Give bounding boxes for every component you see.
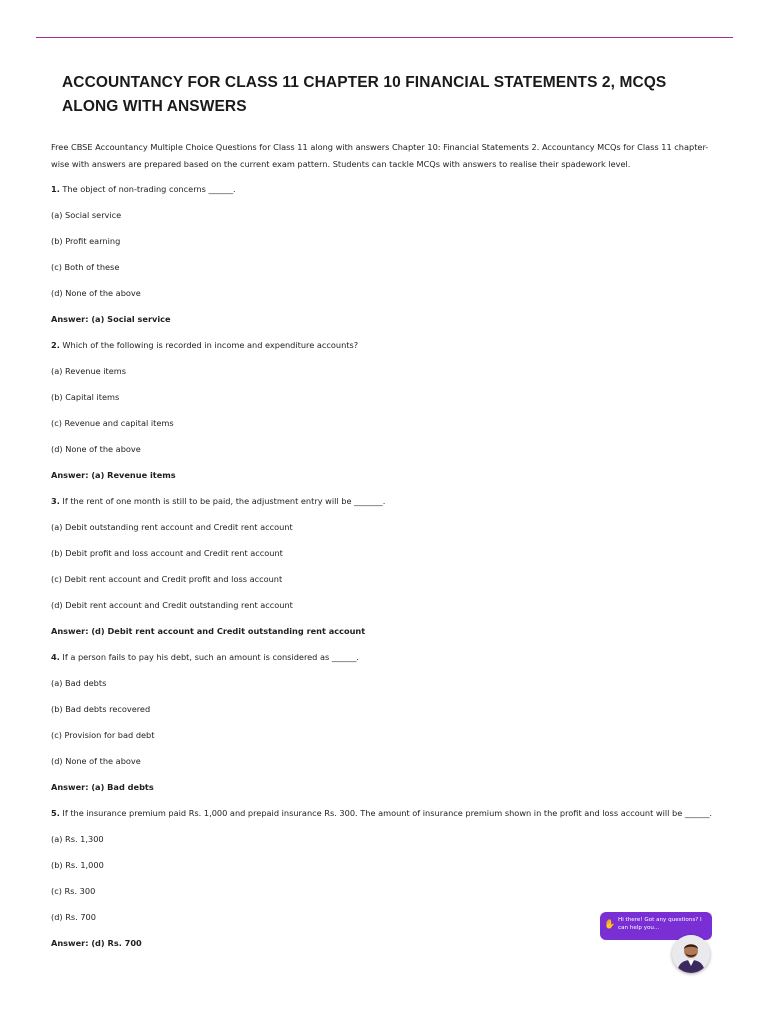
option: (c) Provision for bad debt	[51, 730, 155, 740]
option: (a) Social service	[51, 210, 122, 220]
option: (c) Both of these	[51, 262, 120, 272]
question-text: If the insurance premium paid Rs. 1,000 and prepaid insurance Rs. 300. The amount of insurance premium shown in the profit and loss account will be ______.	[62, 808, 713, 818]
question-number: 5.	[51, 808, 60, 818]
answer-1: Answer: (a) Social service	[51, 314, 171, 324]
question-5	[51, 805, 723, 822]
option: (d) Rs. 700	[51, 912, 96, 922]
question-4	[51, 649, 723, 666]
avatar-icon	[672, 935, 710, 973]
option: (b) Profit earning	[51, 236, 121, 246]
option: (a) Rs. 1,300	[51, 834, 104, 844]
option: (d) None of the above	[51, 756, 141, 766]
question-3	[51, 493, 723, 510]
question-text: If a person fails to pay his debt, such an amount is considered as ______.	[62, 652, 360, 662]
option: (a) Debit outstanding rent account and Credit rent account	[51, 522, 293, 532]
option: (a) Revenue items	[51, 366, 127, 376]
chat-avatar[interactable]	[672, 935, 710, 973]
answer-5: Answer: (d) Rs. 700	[51, 938, 142, 948]
option: (d) Debit rent account and Credit outstanding rent account	[51, 600, 293, 610]
header-divider	[36, 37, 733, 38]
option: (a) Bad debts	[51, 678, 107, 688]
waving-hand-icon: ✋	[604, 920, 616, 930]
answer-4: Answer: (a) Bad debts	[51, 782, 154, 792]
option: (b) Rs. 1,000	[51, 860, 104, 870]
article-body	[51, 139, 723, 961]
option: (b) Bad debts recovered	[51, 704, 151, 714]
question-number: 1.	[51, 184, 60, 194]
answer-3: Answer: (d) Debit rent account and Credit outstanding rent account	[51, 626, 366, 636]
question-number: 4.	[51, 652, 60, 662]
option: (d) None of the above	[51, 444, 141, 454]
option: (b) Debit profit and loss account and Credit rent account	[51, 548, 283, 558]
option: (d) None of the above	[51, 288, 141, 298]
chat-message: Hi there! Got any questions? I can help you...	[618, 917, 702, 931]
question-number: 2.	[51, 340, 60, 350]
question-1	[51, 181, 723, 198]
question-number: 3.	[51, 496, 60, 506]
question-text: The object of non-trading concerns ______.	[62, 184, 236, 194]
option: (c) Debit rent account and Credit profit and loss account	[51, 574, 283, 584]
option: (b) Capital items	[51, 392, 120, 402]
intro-paragraph: Free CBSE Accountancy Multiple Choice Questions for Class 11 along with answers Chapter 10: Financial Statements 2. Accountancy MCQs for Class 11 chapter-wise with answers are prepared based on the current exam pattern. Students can tackle MCQs with answers to realise their spadework level.	[51, 142, 709, 169]
question-text: If the rent of one month is still to be paid, the adjustment entry will be _______.	[62, 496, 386, 506]
page-title: ACCOUNTANCY FOR CLASS 11 CHAPTER 10 FINANCIAL STATEMENTS 2, MCQS ALONG WITH ANSWERS	[62, 74, 667, 115]
answer-2: Answer: (a) Revenue items	[51, 470, 176, 480]
option: (c) Revenue and capital items	[51, 418, 174, 428]
question-2	[51, 337, 723, 354]
option: (c) Rs. 300	[51, 886, 96, 896]
question-text: Which of the following is recorded in income and expenditure accounts?	[62, 340, 359, 350]
